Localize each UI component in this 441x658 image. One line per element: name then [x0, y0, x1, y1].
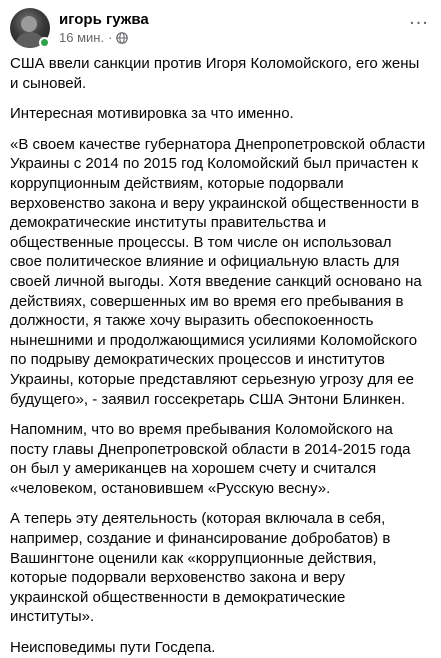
post-body	[10, 54, 431, 658]
post-meta	[59, 8, 149, 46]
online-status-icon	[39, 37, 50, 48]
post-header	[10, 8, 431, 52]
author-avatar-wrapper[interactable]	[10, 8, 50, 48]
author-name[interactable]: игорь гужва	[59, 11, 149, 28]
post-paragraph-1: США ввели санкции против Игоря Коломойского, его жены и сыновей.	[10, 55, 420, 92]
more-options-icon: ...	[409, 7, 429, 29]
post-paragraph-4: Напомним, что во время пребывания Коломойского на посту главы Днепропетровской области в 2014-2015 года он был у американцев на хорошем счету и считался «человеком, остановившем «Русскую весну».	[10, 421, 411, 497]
post-paragraph-2: Интересная мотивировка за что именно.	[10, 105, 294, 123]
globe-icon	[116, 32, 128, 44]
post-paragraph-3: «В своем качестве губернатора Днепропетровской области Украины с 2014 по 2015 год Коломойский был причастен к коррупционным действиям, которые подорвали верховенство закона и веру украинской общественности в демократические институты правительства и общественные процессы. В том числе он использовал свое политическое влияние и официальную власть для своей личной выгоды. Хотя введение санкций основано на действиях, совершенных им во время его пребывания в должности, я также хочу выразить обеспокоенность нынешними и продолжающимися усилиями Коломойского по подрыву демократических процессов и институтов Украины, которые представляют серьезную угрозу для ее будущего», - заявил госсекретарь США Энтони Блинкен.	[10, 135, 426, 408]
post-subline	[59, 30, 149, 46]
post-paragraph-5: А теперь эту деятельность (которая включала в себя, например, создание и финансирование добробатов) в Вашингтоне оценили как «коррупционные действия, которые подорвали верховенство закона и веру украинской общественности в демократические институты».	[10, 510, 391, 626]
separator-dot: ·	[108, 30, 113, 45]
more-options-button[interactable]	[403, 7, 435, 34]
post-paragraph-6: Неисповедимы пути Госдепа.	[10, 639, 216, 657]
post-timestamp[interactable]: 16 мин.	[59, 30, 105, 45]
